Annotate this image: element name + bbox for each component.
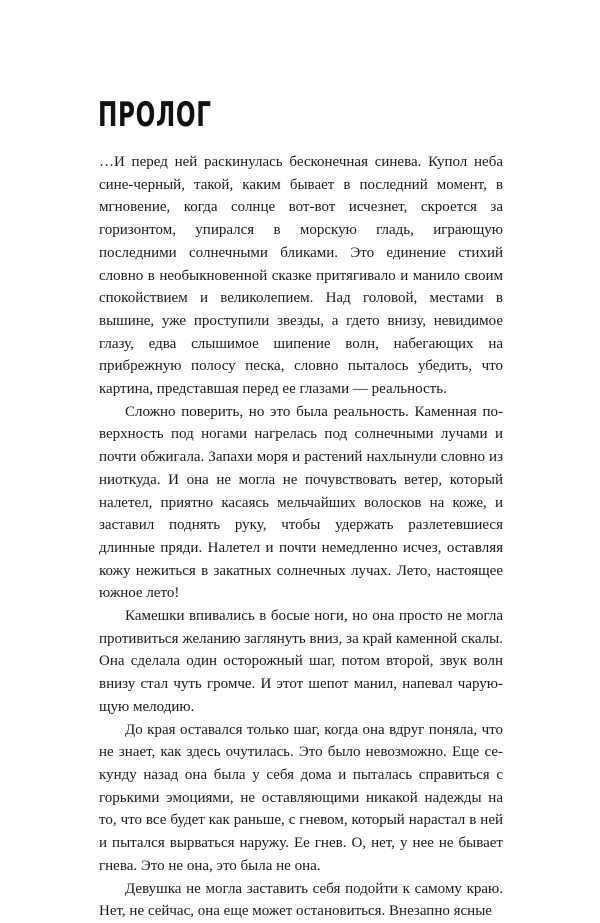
body-text [99, 151, 503, 923]
paragraph-2: Сложно поверить, но это была реальность. Каменная поверхность под ногами нагрелась под солнечными лучами и почти обжигала. Запахи моря и растений нахлынули словно из ниоткуда. И она не могла не почувствовать ветер, который налетел, приятно касаясь мельчайших волосков на коже, и заставил поднять руку, чтобы удержать разлетевшиеся длинные пряди. Налетел и почти немедленно исчез, оставляя кожу нежиться в закатных солнечных лучах. Лето, настоящее южное лето! [99, 403, 503, 602]
paragraph-4: До края оставался только шаг, когда она вдруг поняла, что не знает, как здесь очутилась. Это было невозможно. Еще секунду назад она была у себя дома и пыталась справиться с горькими эмоциями, не оставляющими никакой надежды на то, что все будет как раньше, с гневом, который нарастал в ней и пытался вырваться наружу. Ее гнев. О, нет, у нее не бывает гнева. Это не она, это была не она. [99, 721, 503, 874]
paragraph-5: Девушка не могла заставить себя подойти к самому краю. Нет, не сейчас, она еще может остановиться. Внезапно ясные [99, 880, 503, 920]
paragraph-3: Камешки впивались в босые ноги, но она просто не могла противиться желанию заглянуть вниз, за край каменной скалы. Она сделала один осторожный шаг, потом второй, звук волн внизу стал чуть громче. И этот шепот манил, напевал чарующую мелодию. [99, 608, 503, 715]
paragraph-1: …И перед ней раскинулась бесконечная синева. Купол неба сине-черный, такой, каким бывает в последний момент, в мгновение, когда солнце вот-вот исчезнет, скроется за горизонтом, упирался в морскую гладь, играющую последними солнечными бликами. Это единение стихий словно в необыкновенной сказке притягивало и манило своим спокойствием и великолепием. Над головой, местами в вышине, уже проступили звезды, а гдето внизу, невидимое глазу, едва слышимое шипение волн, набегающих на прибрежную полосу песка, словно пыталось убедить, что картина, представшая перед ее глазами — реальность. [99, 154, 503, 398]
chapter-title: ПРОЛОГ [98, 95, 212, 135]
